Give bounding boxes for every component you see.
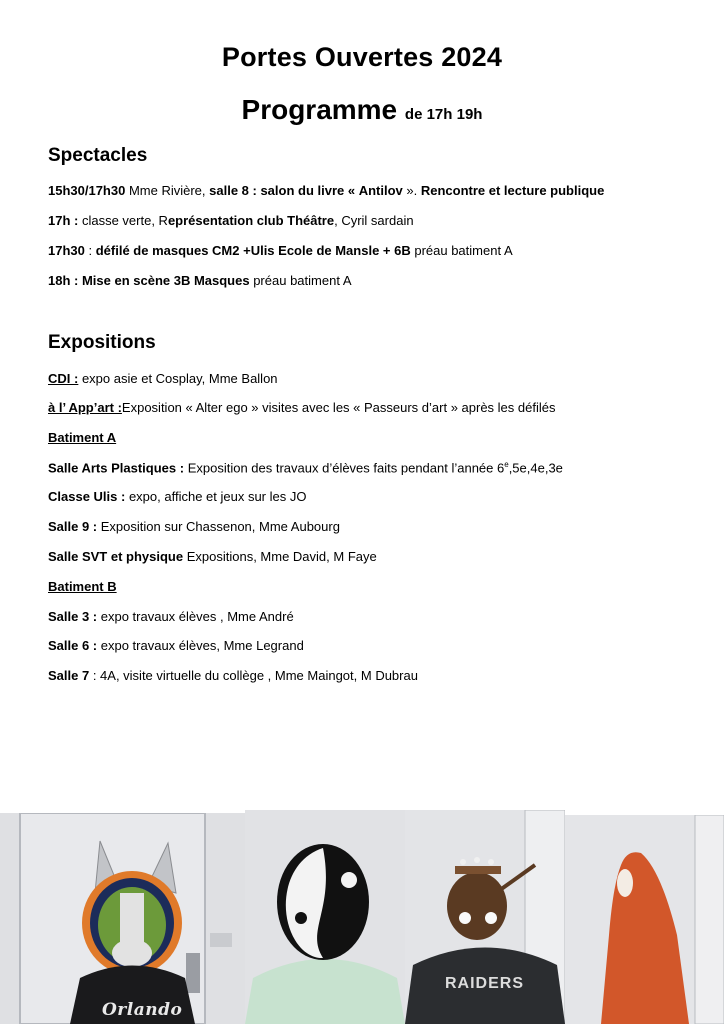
expo-line-ulis [48,489,306,504]
place-label: à l’ App’art : [48,400,122,415]
text: , Cyril sardain [334,213,414,228]
text: Exposition des travaux d’élèves faits pendant l’année 6 [184,460,505,476]
yinyang-mask-image [245,810,405,1024]
text-bold: 18h : Mise en scène 3B Masques [48,273,250,288]
programme-heading [0,94,724,126]
text: préau batiment A [249,273,352,288]
hoodie-print: Orlando [102,1000,183,1020]
building-b-label [48,579,117,594]
text: expo asie et Cosplay, Mme Ballon [78,371,278,386]
expo-line-salle9 [48,519,340,534]
text: : [84,243,96,258]
text: Exposition « Alter ego » visites avec les « Passeurs d’art » après les défilés [121,400,556,415]
expo-line-appart [48,400,555,415]
spectacle-line-3 [48,243,513,258]
text: ,5e,4e,3e [508,460,563,476]
text: Mme Rivière, [125,183,210,198]
time: 17h : [48,213,79,228]
text: Exposition sur Chassenon, Mme Aubourg [97,519,340,534]
text: expo travaux élèves, Mme Legrand [97,638,304,653]
expo-line-cdi [48,371,278,386]
text-bold: Antilov [358,183,403,198]
place-label: Salle 6 : [48,638,98,653]
spectacle-line-4 [48,273,352,288]
expo-line-salle7 [48,668,418,683]
expo-line-svt [48,549,377,564]
expo-line-salle6 [48,638,304,653]
time: 15h30/17h30 [48,183,126,198]
place-label: Salle Arts Plastiques : [48,460,185,476]
photo-yinyang-mask [245,810,405,1024]
text: expo, affiche et jeux sur les JO [125,489,307,504]
text-bold: défilé de masques CM2 +Ulis Ecole de Mansle + 6B [95,243,411,258]
text: : 4A, visite virtuelle du collège , Mme Maingot, M Dubrau [89,668,418,683]
text: expo travaux élèves , Mme André [97,609,294,624]
expo-line-salle3 [48,609,294,624]
photo-viking-mask [0,813,245,1024]
text-bold: salle 8 : salon du livre « [209,183,356,198]
text: Expositions, Mme David, M Faye [183,549,377,564]
page-title: Portes Ouvertes 2024 [221,42,503,72]
text: préau batiment A [410,243,513,258]
expositions-heading: Expositions [48,332,156,353]
hoodie-print: RAIDERS [445,975,525,992]
building-a-label [48,430,116,445]
expo-line-arts [48,460,563,475]
photo-wood-mask [405,810,565,1024]
spectacle-line-1 [48,183,604,198]
spectacle-line-2 [48,213,414,228]
text-bold: eprésentation club Théâtre [167,213,335,228]
place-label: Salle 3 : [48,609,98,624]
time: 17h30 [48,243,85,258]
building-label: Batiment B [48,579,117,594]
spectacles-heading: Spectacles [48,145,148,166]
viking-mask-image [0,813,245,1024]
text: classe verte, R [78,213,168,228]
place-label: Salle SVT et physique [48,549,184,564]
text-bold: Rencontre et lecture publique [420,183,605,198]
place-label: Classe Ulis : [48,489,126,504]
orange-cloak-image [565,815,724,1024]
place-label: Salle 9 : [48,519,98,534]
photo-orange-cloak [565,815,724,1024]
place-label: CDI : [48,371,79,386]
building-label: Batiment A [48,430,117,445]
superscript: e [504,460,509,469]
text: ». [402,183,421,198]
programme-hours: de 17h 19h [404,106,483,123]
programme-label: Programme [241,94,398,125]
place-label: Salle 7 [48,668,90,683]
